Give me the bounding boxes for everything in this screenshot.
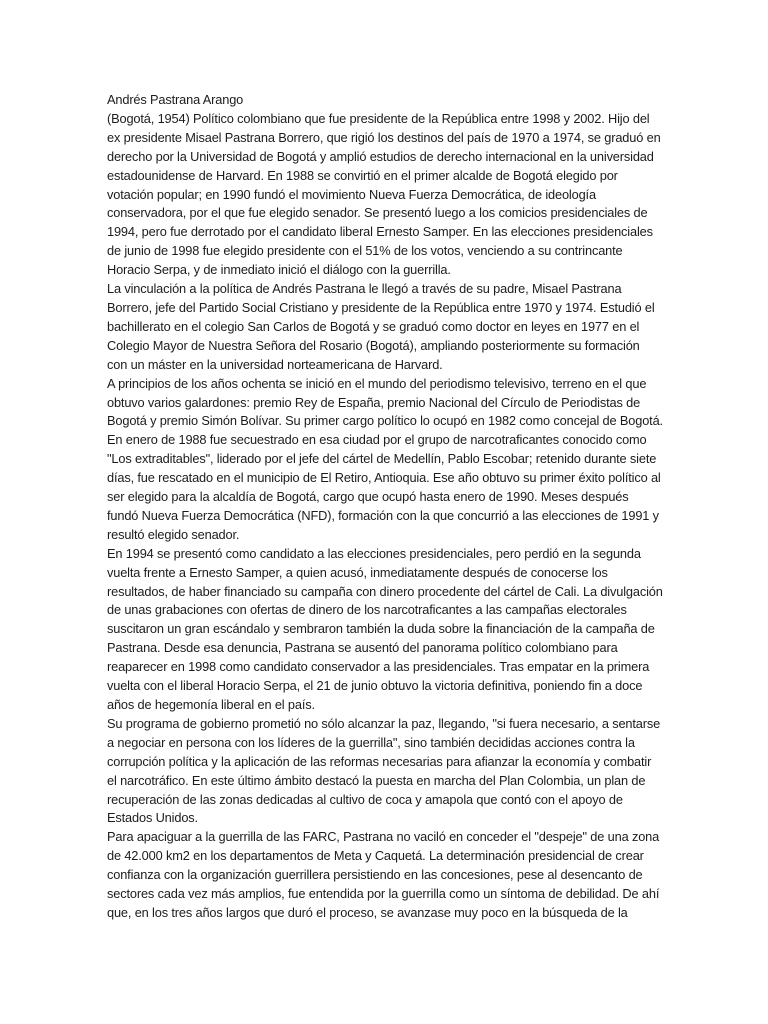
document-title: Andrés Pastrana Arango	[107, 92, 244, 107]
paragraph-4: En 1994 se presentó como candidato a las elecciones presidenciales, pero perdió en la segunda vuelta frente a Ernesto Samper, a quien acusó, inmediatamente después de conocerse los resultados, de haber financiado su campaña con dinero procedente del cártel de Cali. La divulgación de unas grabaciones con ofertas de dinero de los narcotraficantes a las campañas electorales suscitaron un gran escándalo y sembraron también la duda sobre la financiación de la campaña de Pastrana. Desde esa denuncia, Pastrana se ausentó del panorama político colombiano para reaparecer en 1998 como candidato conservador a las presidenciales. Tras empatar en la primera vuelta con el liberal Horacio Serpa, el 21 de junio obtuvo la victoria definitiva, poniendo fin a doce años de hegemonía liberal en el país.	[107, 545, 663, 712]
paragraph-2: La vinculación a la política de Andrés Pastrana le llegó a través de su padre, Misael Pastrana Borrero, jefe del Partido Social Cristiano y presidente de la República entre 1970 y 1974. Estudió el bachillerato en el colegio San Carlos de Bogotá y se graduó como doctor en leyes en 1977 en el Colegio Mayor de Nuestra Señora del Rosario (Bogotá), ampliando posteriormente su formación con un máster en la universidad norteamericana de Harvard.	[107, 281, 655, 372]
paragraph-5: Su programa de gobierno prometió no sólo alcanzar la paz, llegando, "si fuera necesario, a sentarse a negociar en persona con los líderes de la guerrilla", sino también decididas acciones contra la corrupción política y la aplicación de las reformas necesarias para afianzar la economía y combatir el narcotráfico. En este último ámbito destacó la puesta en marcha del Plan Colombia, un plan de recuperación de las zonas dedicadas al cultivo de coca y amapola que contó con el apoyo de Estados Unidos.	[107, 715, 661, 826]
paragraph-6: Para apaciguar a la guerrilla de las FARC, Pastrana no vaciló en conceder el "despeje" de una zona de 42.000 km2 en los departamentos de Meta y Caquetá. La determinación presidencial de crear confianza con la organización guerrillera persistiendo en las concesiones, pese al desencanto de sectores cada vez más amplios, fue entendida por la guerrilla como un síntoma de debilidad. De ahí que, en los tres años largos que duró el proceso, se avanzase muy poco en la búsqueda de la	[107, 829, 660, 920]
paragraph-1: (Bogotá, 1954) Político colombiano que fue presidente de la República entre 1998 y 2002. Hijo del ex presidente Misael Pastrana Borrero, que rigió los destinos del país de 1970 a 1974, se graduó en derecho por la Universidad de Bogotá y amplió estudios de derecho internacional en la universidad estadounidense de Harvard. En 1988 se convirtió en el primer alcalde de Bogotá elegido por votación popular; en 1990 fundó el movimiento Nueva Fuerza Democrática, de ideología conservadora, por el que fue elegido senador. Se presentó luego a los comicios presidenciales de 1994, pero fue derrotado por el candidato liberal Ernesto Samper. En las elecciones presidenciales de junio de 1998 fue elegido presidente con el 51% de los votos, venciendo a su contrincante Horacio Serpa, y de inmediato inició el diálogo con la guerrilla.	[107, 110, 661, 278]
paragraph-3: A principios de los años ochenta se inició en el mundo del periodismo televisivo, terreno en el que obtuvo varios galardones: premio Rey de España, premio Nacional del Círculo de Periodistas de Bogotá y premio Simón Bolívar. Su primer cargo político lo ocupó en 1982 como concejal de Bogotá. En enero de 1988 fue secuestrado en esa ciudad por el grupo de narcotraficantes conocido como "Los extraditables", liderado por el jefe del cártel de Medellín, Pablo Escobar; retenido durante siete días, fue rescatado en el municipio de El Retiro, Antioquia. Ese año obtuvo su primer éxito político al ser elegido para la alcaldía de Bogotá, cargo que ocupó hasta enero de 1990. Meses después fundó Nueva Fuerza Democrática (NFD), formación con la que concurrió a las elecciones de 1991 y resultó elegido senador.	[107, 375, 663, 542]
document-body	[107, 91, 663, 923]
